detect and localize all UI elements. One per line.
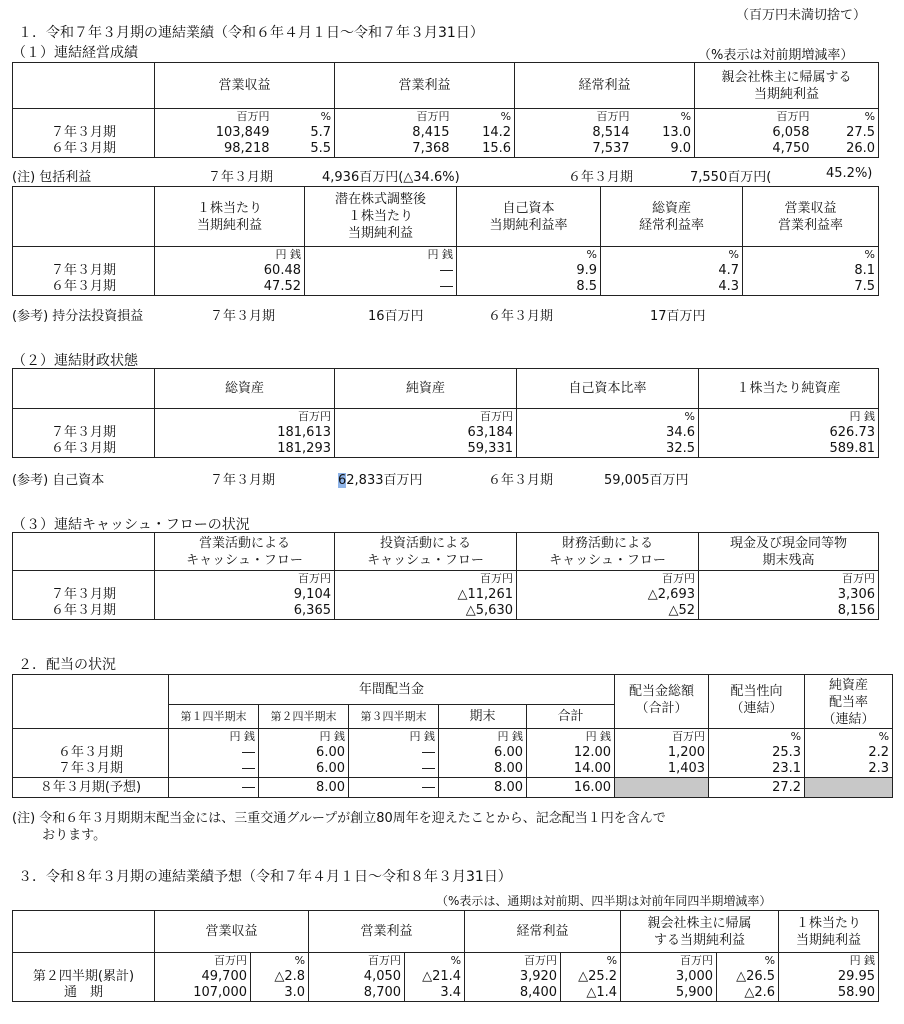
row-label: 第２四半期(累計) [13,969,155,985]
header-dividend-on-equity: 純資産 配当率 （連結） [805,675,893,729]
unit-cell: 百万円 [695,109,813,126]
header-ordinary-income: 経常利益 [515,63,695,109]
data-cell: 12.00 [527,745,615,761]
data-cell: 8.00 [439,778,527,798]
data-cell: 27.5 [813,125,879,141]
unit-cell: % [405,953,465,970]
data-cell: ― [305,279,457,296]
equity-ref-value-1: 62,833百万円 [338,473,423,488]
data-cell: ― [349,745,439,761]
comprehensive-income-value-2-rate: 45.2%) [826,166,873,181]
unit-blank [13,109,155,126]
header-roe: 自己資本 当期純利益率 [457,187,601,247]
data-cell: 2.2 [805,745,893,761]
unit-cell: % [457,247,601,264]
table-row [13,263,879,279]
header-operating-revenue: 営業収益 [155,63,335,109]
per-share-table [12,186,879,296]
unit-blank [13,247,155,264]
unit-cell: % [453,109,515,126]
dividends-table [12,674,893,798]
data-cell: 6.00 [259,745,349,761]
header-operating-margin: 営業収益 営業利益率 [743,187,879,247]
data-cell: 15.6 [453,141,515,158]
equity-method-period-1: ７年３月期 [210,309,276,324]
unit-cell: % [517,409,699,426]
data-cell: 8,156 [699,603,879,620]
header-bps: １株当たり純資産 [699,369,879,409]
row-label: ７年３月期 [13,587,155,603]
data-cell: 8.00 [259,778,349,798]
data-cell: 8,415 [335,125,453,141]
data-cell: 5.5 [273,141,335,158]
data-cell: 98,218 [155,141,273,158]
data-cell: △2.8 [251,969,309,985]
header-payout-ratio: 配当性向 （連結） [709,675,805,729]
data-cell: 63,184 [335,425,517,441]
header-financing-cf: 財務活動による キャッシュ・フロー [517,533,699,571]
table-row [13,761,893,778]
unit-cell: 円 銭 [779,953,879,970]
data-cell: ― [169,761,259,778]
data-cell: 103,849 [155,125,273,141]
table-row [13,125,879,141]
unit-blank [13,953,155,970]
unit-cell: 百万円 [621,953,717,970]
row-label: ７年３月期 [13,425,155,441]
unit-cell: % [805,729,893,746]
unit-cell: 百万円 [335,109,453,126]
data-cell: 7,368 [335,141,453,158]
data-cell: 8,700 [309,985,405,1002]
data-cell: 25.3 [709,745,805,761]
data-cell: ― [305,263,457,279]
data-cell: 9.9 [457,263,601,279]
table-row [13,279,879,296]
data-cell: 6.00 [439,745,527,761]
data-cell: 3,000 [621,969,717,985]
data-cell: 23.1 [709,761,805,778]
header-blank [13,63,155,109]
unit-cell: 円 銭 [349,729,439,746]
row-label: ６年３月期 [13,603,155,620]
data-cell: 29.95 [779,969,879,985]
data-cell-shaded [615,778,709,798]
unit-cell: 円 銭 [305,247,457,264]
data-cell: 5,900 [621,985,717,1002]
data-cell: ― [169,745,259,761]
header-operating-cf: 営業活動による キャッシュ・フロー [155,533,335,571]
unit-cell: 百万円 [465,953,561,970]
unit-cell: 円 銭 [439,729,527,746]
header-q2: 第２四半期末 [259,705,349,729]
equity-method-value-1: 16百万円 [368,309,424,324]
data-cell: 5.7 [273,125,335,141]
header-year-end: 期末 [439,705,527,729]
data-cell: 3,306 [699,587,879,603]
subsection-1-note: （%表示は対前期増減率） [698,48,854,63]
data-cell: 6,365 [155,603,335,620]
data-cell: 8.1 [743,263,879,279]
data-cell: △26.5 [717,969,779,985]
data-cell-shaded [805,778,893,798]
comprehensive-income-value-2: 7,550百万円( [690,170,772,185]
unit-cell: 百万円 [517,571,699,588]
data-cell: 13.0 [633,125,695,141]
header-q3: 第３四半期末 [349,705,439,729]
text-selection-highlight[interactable]: 6 [338,473,347,488]
table-row [13,587,879,603]
row-label: ７年３月期 [13,125,155,141]
comprehensive-income-period-2: ６年３月期 [568,170,634,185]
data-cell: 181,613 [155,425,335,441]
unit-cell: % [717,953,779,970]
equity-ref-period-2: ６年３月期 [488,473,554,488]
header-cash-ending: 現金及び現金同等物 期末残高 [699,533,879,571]
data-cell: 16.00 [527,778,615,798]
header-eps: １株当たり 当期純利益 [779,911,879,953]
unit-cell: % [743,247,879,264]
unit-cell: 百万円 [699,571,879,588]
row-label: 通 期 [13,985,155,1002]
header-blank [13,533,155,571]
unit-cell: 百万円 [335,409,517,426]
table-row [13,603,879,620]
unit-note: （百万円未満切捨て） [736,8,867,23]
financial-position-table [12,368,879,458]
table-row [13,985,879,1002]
data-cell: 589.81 [699,441,879,458]
subsection-2-title: （２）連結財政状態 [12,353,138,369]
header-roa: 総資産 経常利益率 [601,187,743,247]
data-cell: 6.00 [259,761,349,778]
data-cell: 14.2 [453,125,515,141]
data-cell: △25.2 [561,969,621,985]
data-cell: 9.0 [633,141,695,158]
row-label: ６年３月期 [13,141,155,158]
comprehensive-income-label: (注) 包括利益 [12,170,92,185]
unit-cell: % [601,247,743,264]
operating-results-table [12,62,879,158]
data-cell: 4.3 [601,279,743,296]
header-blank [13,911,155,953]
unit-cell: 百万円 [335,571,517,588]
equity-method-value-2: 17百万円 [650,309,706,324]
table-row [13,441,879,458]
data-cell: 4,050 [309,969,405,985]
row-label: ７年３月期 [13,761,169,778]
header-eps: １株当たり 当期純利益 [155,187,305,247]
data-cell: 6,058 [695,125,813,141]
header-operating-income: 営業利益 [335,63,515,109]
header-ordinary-income: 経常利益 [465,911,621,953]
data-cell: △52 [517,603,699,620]
equity-ref-value-2: 59,005百万円 [604,473,689,488]
data-cell: 3,920 [465,969,561,985]
data-cell: △5,630 [335,603,517,620]
header-net-income-parent: 親会社株主に帰属 する当期純利益 [621,911,779,953]
unit-blank [13,571,155,588]
unit-cell: 百万円 [155,953,251,970]
data-cell: 8.5 [457,279,601,296]
header-blank [13,187,155,247]
data-cell: 4.7 [601,263,743,279]
unit-cell: % [813,109,879,126]
data-cell: ― [349,761,439,778]
equity-ref-label: (参考) 自己資本 [12,473,105,488]
header-equity-ratio: 自己資本比率 [517,369,699,409]
unit-cell: 円 銭 [169,729,259,746]
data-cell: 14.00 [527,761,615,778]
unit-cell: % [251,953,309,970]
data-cell: 8,400 [465,985,561,1002]
unit-cell: 百万円 [615,729,709,746]
row-label: ６年３月期 [13,279,155,296]
header-net-assets: 純資産 [335,369,517,409]
unit-cell: 円 銭 [155,247,305,264]
row-label: ６年３月期 [13,745,169,761]
data-cell: 1,403 [615,761,709,778]
equity-ref-period-1: ７年３月期 [210,473,276,488]
table-row [13,969,879,985]
comprehensive-income-value-1: 4,936百万円(△34.6%) [322,170,460,185]
unit-cell: 円 銭 [259,729,349,746]
unit-cell: 百万円 [515,109,633,126]
header-net-income-parent: 親会社株主に帰属する 当期純利益 [695,63,879,109]
row-label: ６年３月期 [13,441,155,458]
table-row [13,745,893,761]
table-row-forecast [13,778,893,798]
data-cell: 59,331 [335,441,517,458]
section-1-title: １．令和７年３月期の連結業績（令和６年４月１日～令和７年３月31日） [18,25,484,41]
data-cell: 58.90 [779,985,879,1002]
unit-cell: % [273,109,335,126]
data-cell: 8.00 [439,761,527,778]
data-cell: 60.48 [155,263,305,279]
data-cell: ― [169,778,259,798]
unit-cell: 円 銭 [527,729,615,746]
header-total-dividends: 配当金総額 （合計） [615,675,709,729]
header-diluted-eps: 潜在株式調整後 １株当たり 当期純利益 [305,187,457,247]
data-cell: 49,700 [155,969,251,985]
data-cell: 9,104 [155,587,335,603]
data-cell: 27.2 [709,778,805,798]
data-cell: 32.5 [517,441,699,458]
unit-cell: % [561,953,621,970]
dividend-note: (注) 令和６年３月期期末配当金には、三重交通グループが創立80周年を迎えたことから、記念配当１円を含んで おります。 [12,811,666,843]
table-row [13,141,879,158]
data-cell: △2,693 [517,587,699,603]
header-total: 合計 [527,705,615,729]
section-2-title: ２．配当の状況 [18,657,116,673]
data-cell: 626.73 [699,425,879,441]
data-cell: 3.0 [251,985,309,1002]
unit-cell: 円 銭 [699,409,879,426]
subsection-3-title: （３）連結キャッシュ・フローの状況 [12,517,250,533]
unit-cell: 百万円 [309,953,405,970]
header-operating-income: 営業利益 [309,911,465,953]
table-row [13,425,879,441]
data-cell: 3.4 [405,985,465,1002]
comprehensive-income-period-1: ７年３月期 [208,170,274,185]
data-cell: 8,514 [515,125,633,141]
data-cell: 107,000 [155,985,251,1002]
header-blank [13,369,155,409]
row-label: ７年３月期 [13,263,155,279]
data-cell: 47.52 [155,279,305,296]
data-cell: △21.4 [405,969,465,985]
unit-blank [13,729,169,746]
data-cell: 7.5 [743,279,879,296]
equity-method-label: (参考) 持分法投資損益 [12,309,144,324]
section-3-title: ３．令和８年３月期の連結業績予想（令和７年４月１日～令和８年３月31日） [18,869,512,885]
subsection-1-title: （１）連結経営成績 [12,45,138,61]
unit-cell: 百万円 [155,409,335,426]
data-cell: △2.6 [717,985,779,1002]
data-cell: 4,750 [695,141,813,158]
data-cell: △1.4 [561,985,621,1002]
data-cell: △11,261 [335,587,517,603]
header-blank [13,675,169,729]
data-cell: 34.6 [517,425,699,441]
unit-blank [13,409,155,426]
header-q1: 第１四半期末 [169,705,259,729]
data-cell: 7,537 [515,141,633,158]
header-annual-dividends: 年間配当金 [169,675,615,705]
header-investing-cf: 投資活動による キャッシュ・フロー [335,533,517,571]
unit-cell: % [633,109,695,126]
header-total-assets: 総資産 [155,369,335,409]
cash-flow-table [12,532,879,620]
data-cell: 26.0 [813,141,879,158]
unit-cell: 百万円 [155,571,335,588]
section-3-note: （%表示は、通期は対前期、四半期は対前年同四半期増減率） [436,894,772,908]
data-cell: 181,293 [155,441,335,458]
data-cell: ― [349,778,439,798]
row-label: ８年３月期(予想) [13,778,169,798]
unit-cell: % [709,729,805,746]
equity-method-period-2: ６年３月期 [488,309,554,324]
forecast-table [12,910,879,1002]
data-cell: 2.3 [805,761,893,778]
unit-cell: 百万円 [155,109,273,126]
header-operating-revenue: 営業収益 [155,911,309,953]
data-cell: 1,200 [615,745,709,761]
